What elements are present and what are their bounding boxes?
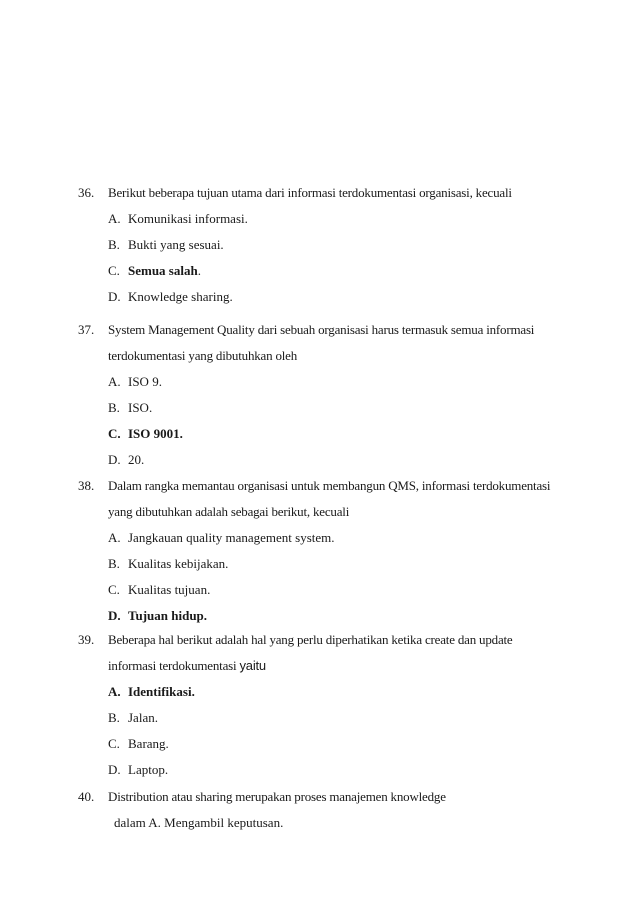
option-letter: A. xyxy=(108,211,121,226)
option-letter: D. xyxy=(108,608,121,623)
option-letter: B. xyxy=(108,556,120,571)
option-letter: A. xyxy=(108,684,121,699)
option-d xyxy=(78,284,578,310)
option-text: Jalan. xyxy=(128,710,158,725)
question-38 xyxy=(78,473,578,629)
option-a xyxy=(78,369,578,395)
option-letter: B. xyxy=(108,237,120,252)
option-text: 20. xyxy=(128,452,145,467)
option-a-answer xyxy=(78,679,578,705)
question-text: Berikut beberapa tujuan utama dari informasi terdokumentasi organisasi, kecuali xyxy=(108,185,512,200)
question-number: 37. xyxy=(78,322,95,337)
question-number: 40. xyxy=(78,789,95,804)
option-letter: A. xyxy=(108,374,121,389)
option-text-suffix: . xyxy=(197,263,201,278)
option-letter: C. xyxy=(108,582,120,597)
option-letter: B. xyxy=(108,710,120,725)
question-text: System Management Quality dari sebuah organisasi harus termasuk semua informasi xyxy=(108,322,535,337)
question-text-continued: yang dibutuhkan adalah sebagai berikut, kecuali xyxy=(108,504,350,519)
option-text: Jangkauan quality management system. xyxy=(128,530,335,545)
option-letter: C. xyxy=(108,736,120,751)
option-b xyxy=(78,232,578,258)
option-text: Laptop. xyxy=(128,762,169,777)
question-text: Beberapa hal berikut adalah hal yang perlu diperhatikan ketika create dan update xyxy=(108,632,513,647)
question-number: 39. xyxy=(78,632,95,647)
question-text-keyword: yaitu xyxy=(239,658,266,673)
option-text: Tujuan hidup. xyxy=(128,608,208,623)
question-text-continued: terdokumentasi yang dibutuhkan oleh xyxy=(108,348,298,363)
option-letter: B. xyxy=(108,400,120,415)
option-b xyxy=(78,551,578,577)
option-a xyxy=(78,525,578,551)
option-text: Barang. xyxy=(128,736,169,751)
option-d xyxy=(78,757,578,783)
option-text: Kualitas kebijakan. xyxy=(128,556,229,571)
option-letter: A. xyxy=(108,530,121,545)
question-number: 38. xyxy=(78,478,95,493)
option-b xyxy=(78,705,578,731)
option-letter: D. xyxy=(108,762,121,777)
option-letter: D. xyxy=(108,452,121,467)
question-text: Distribution atau sharing merupakan proses manajemen knowledge xyxy=(108,789,446,804)
option-text: Knowledge sharing. xyxy=(128,289,233,304)
option-text: ISO 9. xyxy=(128,374,162,389)
option-text: Bukti yang sesuai. xyxy=(128,237,224,252)
question-36 xyxy=(78,180,578,310)
option-c xyxy=(78,577,578,603)
option-text: ISO 9001. xyxy=(128,426,183,441)
question-text: Dalam rangka memantau organisasi untuk membangun QMS, informasi terdokumentasi xyxy=(108,478,551,493)
option-text-bold: Semua salah xyxy=(128,263,198,278)
option-letter: C. xyxy=(108,426,121,441)
option-d-answer xyxy=(78,603,578,629)
option-c-answer xyxy=(78,258,578,284)
option-letter: C. xyxy=(108,263,120,278)
option-text: Komunikasi informasi. xyxy=(128,211,248,226)
option-d xyxy=(78,447,578,473)
option-letter: D. xyxy=(108,289,121,304)
option-text: Kualitas tujuan. xyxy=(128,582,211,597)
option-a xyxy=(78,206,578,232)
question-number: 36. xyxy=(78,185,95,200)
option-b xyxy=(78,395,578,421)
question-39 xyxy=(78,627,578,783)
question-text-continued: dalam A. Mengambil keputusan. xyxy=(114,815,284,830)
option-c xyxy=(78,731,578,757)
option-c-answer xyxy=(78,421,578,447)
question-37 xyxy=(78,317,578,473)
question-40 xyxy=(78,784,578,836)
question-text-continued: informasi terdokumentasi xyxy=(108,658,237,673)
option-text: Identifikasi. xyxy=(128,684,195,699)
option-text: ISO. xyxy=(128,400,153,415)
